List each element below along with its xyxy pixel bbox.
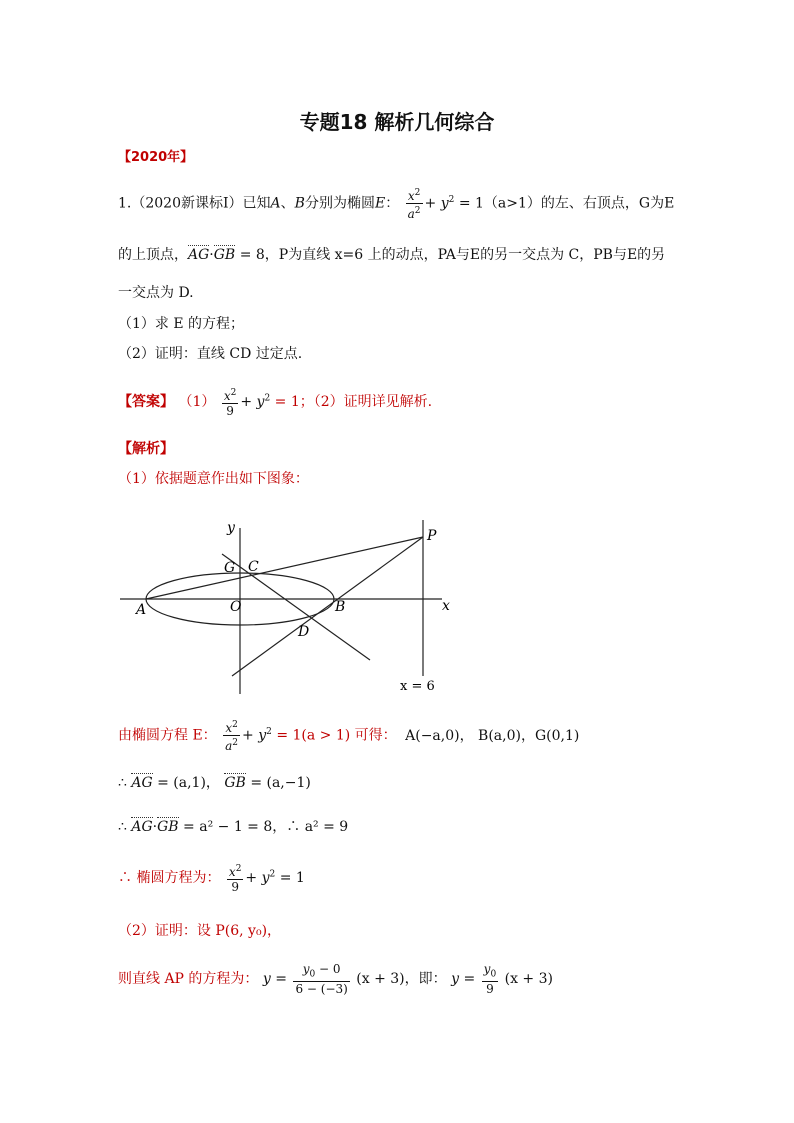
ellipse-intro: 由椭圆方程 E： [118, 727, 217, 744]
problem-text-2: 的上顶点， [118, 247, 188, 263]
analysis-label: 【解析】 [118, 441, 174, 457]
separator: 、 [280, 195, 295, 212]
problem-prefix: 1.（2020新课标Ⅰ）已知 [118, 195, 271, 212]
fraction-x2-9: $\frac{x^2}{9}$ [223, 388, 237, 418]
fraction-x2-a2-b: $\frac{x^2}{a^2}$ [225, 720, 239, 753]
ellipse-rhs: = 1(a > 1) 可得： [276, 727, 397, 744]
problem-dot-text: = 8，P为直线 x=6 上的动点，PA与E的另一交点为 C，PB与E的另 [239, 247, 666, 263]
ellipse-diagram [112, 510, 472, 702]
vector-line: ∴ AG = (a,1)， GB = (a,−1) [118, 775, 311, 791]
label-y: y [227, 520, 235, 536]
answer-part1-suffix: = 1；（2）证明详见解析. [274, 394, 433, 410]
question-2: （2）证明：直线 CD 过定点. [118, 346, 303, 362]
analysis-step-1: （1）依据题意作出如下图象： [118, 471, 309, 487]
label-x: x [442, 598, 450, 614]
vector-gb: = (a,−1) [250, 775, 311, 791]
label-o: O [230, 599, 242, 615]
vector-ag: = (a,1)， [157, 775, 220, 791]
line-ap-mid: (x + 3)，即： [356, 971, 447, 988]
problem-text: 分别为椭圆 [304, 195, 375, 212]
label-b: B [335, 599, 346, 615]
fraction-x2-9-b: $\frac{x^2}{9}$ [228, 864, 242, 894]
dot-product-line: ∴ AG·GB = a² − 1 = 8，∴ a² = 9 [118, 819, 349, 835]
ellipse-eq-prefix: ∴ 椭圆方程为： [118, 870, 221, 886]
line-ap-prefix: 则直线 AP 的方程为： [118, 971, 259, 988]
problem-line-2: 的上顶点，AG·GB = 8，P为直线 x=6 上的动点，PA与E的另一交点为 C，PB与E的另 [118, 247, 666, 263]
dot-product-result: = a² − 1 = 8，∴ a² = 9 [183, 819, 349, 835]
label-line-x6: x = 6 [400, 679, 435, 694]
fraction-slope-simplified: $\frac{y_0}{9}$ [483, 962, 497, 997]
ellipse-equation-line: ∴ 椭圆方程为： $\frac{x^2}{9}$ + $y^2 = 1$ [118, 864, 305, 894]
answer-part1-prefix: （1） [178, 394, 216, 410]
fraction-slope-full: $\frac{y_0 - 0}{6 - (-3)}$ [295, 962, 348, 997]
label-a: A [136, 602, 147, 618]
problem-eq-rhs: = 1（a>1）的左、右顶点，G为E [458, 195, 675, 212]
line-cd [222, 554, 370, 660]
problem-line-1: 1.（2020新课标Ⅰ）已知A、B分别为椭圆E： $\frac{x^2}{a^2}$ + $y^2 = 1(a>1)$的左、右顶点，G为E [118, 188, 675, 221]
label-c: C [248, 559, 259, 575]
label-p: P [427, 528, 437, 544]
line-ap-end: (x + 3) [504, 971, 553, 988]
year-tag: 【2020年】 [118, 150, 194, 165]
fraction-x2-a2: $\frac{x^2}{a^2}$ [407, 188, 421, 221]
ellipse-derivation-line: 由椭圆方程 E： $\frac{x^2}{a^2}$ + $y^2 = 1(a > 1)$ 可得： A(−a,0)， B(a,0)，G(0,1) [118, 720, 580, 753]
ellipse-eq-rhs: = 1 [279, 870, 305, 886]
page-title: 专题18 解析几何综合 [299, 110, 495, 134]
label-d: D [298, 624, 310, 640]
question-1: （1）求 E 的方程； [118, 316, 245, 332]
line-ap [146, 537, 423, 599]
line-ap-equation: 则直线 AP 的方程为： y = $\frac{y_0 - 0}{6 - (-3)}$ (x + 3)，即： y = $\frac{y_0}{9}$ (x + 3) [118, 962, 553, 997]
vertex-points: A(−a,0)， B(a,0)，G(0,1) [405, 727, 580, 744]
problem-line-3: 一交点为 D. [118, 285, 194, 301]
answer-line: 【答案】 （1） $\frac{x^2}{9}$ + $y^2 = 1$；（2）证明详见解析. [118, 388, 433, 418]
label-g: G [224, 560, 236, 576]
analysis-step-2: （2）证明：设 P(6, y₀)， [118, 923, 282, 939]
answer-label: 【答案】 [118, 394, 174, 410]
